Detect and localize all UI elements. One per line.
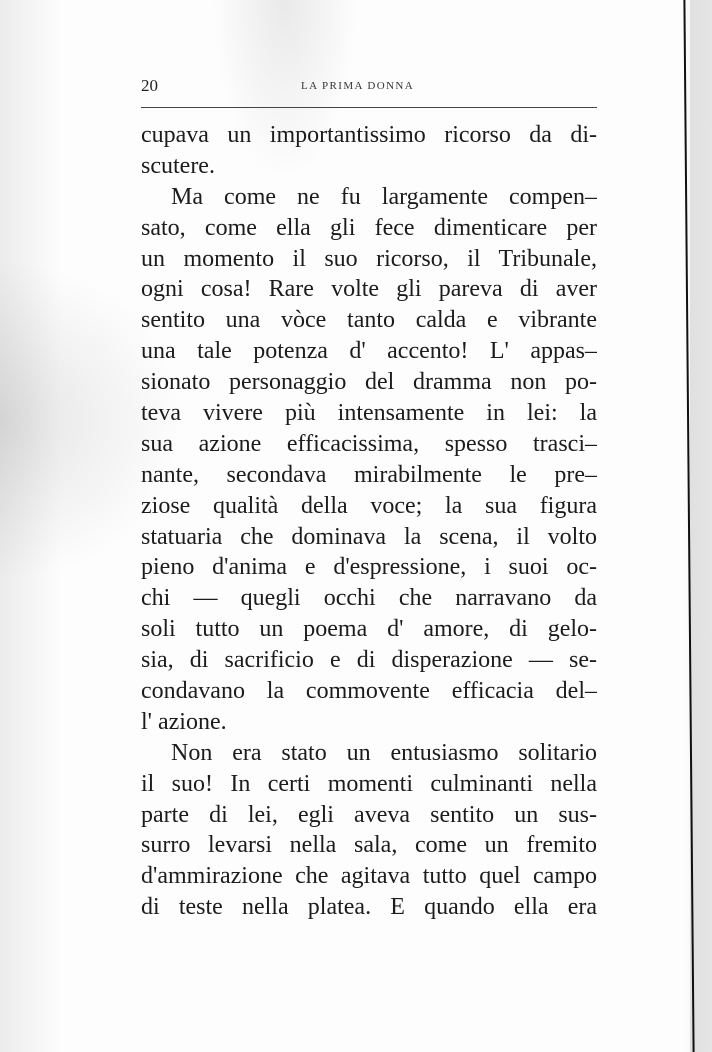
text-line: soli tutto un poema d' amore, di gelo- xyxy=(141,616,597,643)
text-line: sia, di sacrificio e di disperazione — se- xyxy=(141,647,597,674)
text-line: sato, come ella gli fece dimenticare per xyxy=(141,214,597,241)
text-line: sentito una vòce tanto calda e vibrante xyxy=(141,307,597,334)
text-line: ziose qualità della voce; la sua figura xyxy=(141,492,597,519)
text-line: sionato personaggio del dramma non po- xyxy=(141,369,597,396)
page-edge-shadow xyxy=(690,0,712,1052)
paragraph xyxy=(141,120,597,182)
text-line: surro levarsi nella sala, come un fremito xyxy=(141,832,597,859)
running-head xyxy=(141,76,596,98)
text-line: condavano la commovente efficacia del– xyxy=(141,678,597,705)
text-line: parte di lei, egli aveva sentito un sus- xyxy=(141,801,597,828)
paragraph xyxy=(141,182,597,738)
text-line: il suo! In certi momenti culminanti nella xyxy=(141,770,597,797)
text-line: sua azione efficacissima, spesso trasci– xyxy=(141,430,597,457)
paragraph xyxy=(141,738,597,923)
text-line: scutere. xyxy=(141,152,215,179)
header-rule xyxy=(141,107,597,108)
text-line: Ma come ne fu largamente compen– xyxy=(171,183,597,210)
running-title: LA PRIMA DONNA xyxy=(301,80,415,92)
text-line: statuaria che dominava la scena, il volto xyxy=(141,523,597,550)
text-line: una tale potenza d' accento! L' appas– xyxy=(141,338,597,365)
text-line: cupava un importantissimo ricorso da di- xyxy=(141,122,597,148)
text-line: di teste nella platea. E quando ella era xyxy=(141,894,597,921)
body-text xyxy=(141,120,597,923)
text-line: teva vivere più intensamente in lei: la xyxy=(141,400,597,427)
text-line: chi — quegli occhi che narravano da xyxy=(141,585,597,612)
text-line: nante, secondava mirabilmente le pre– xyxy=(141,461,597,488)
text-line: d'ammirazione che agitava tutto quel campo xyxy=(141,863,597,890)
text-line: ogni cosa! Rare volte gli pareva di aver xyxy=(141,276,597,303)
page-number: 20 xyxy=(141,76,158,95)
text-line: Non era stato un entusiasmo solitario xyxy=(171,739,597,766)
text-line: l' azione. xyxy=(141,708,227,735)
text-line: un momento il suo ricorso, il Tribunale, xyxy=(141,245,597,272)
text-line: pieno d'anima e d'espressione, i suoi oc- xyxy=(141,554,597,581)
